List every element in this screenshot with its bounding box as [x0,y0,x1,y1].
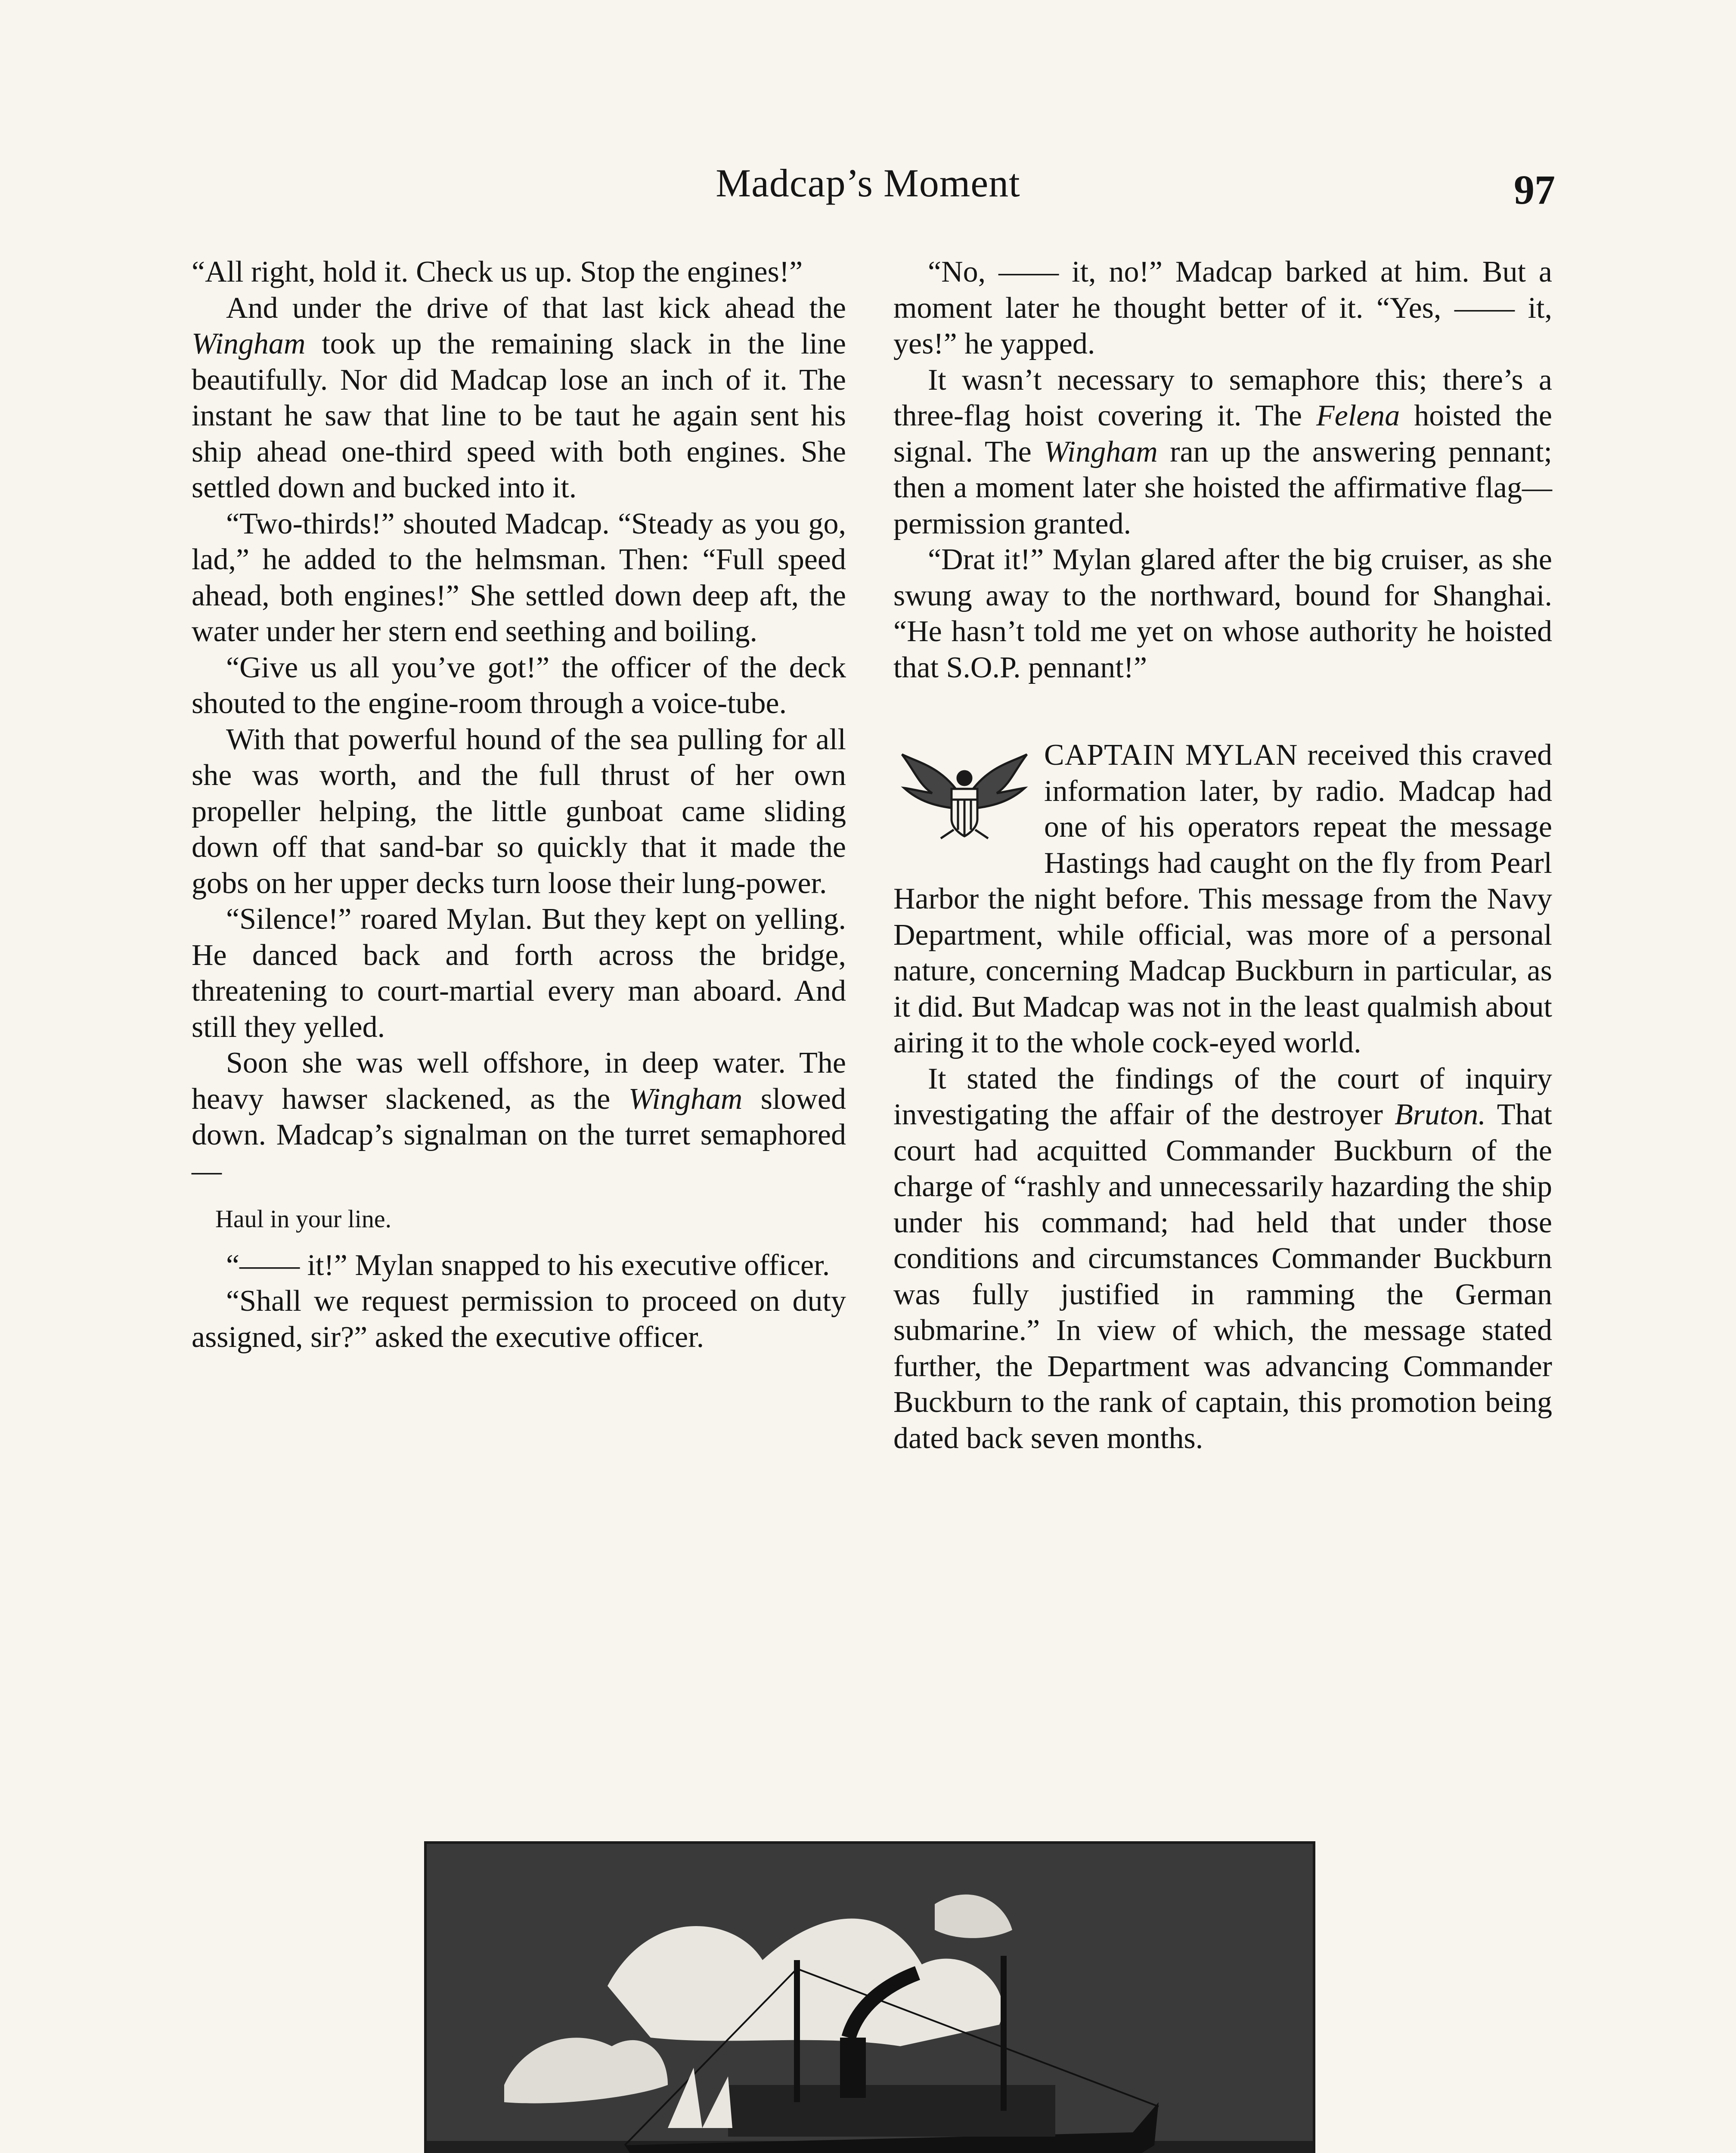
text: “No, —— it, no!” Madcap barked at him. But a moment later he thought better of it. “Yes, —— it, yes!” he yapped. [893,255,1552,360]
signal-message: Haul in your line. [215,1205,392,1233]
text: “Shall we request permission to proceed on duty assigned, sir?” asked the executive officer. [192,1284,846,1354]
ship-drawing [427,1844,1313,2153]
text: With that powerful hound of the sea pulling for all she was worth, and the full thrust of her own propeller helping, the little gunboat came sliding down off that sand-bar so quickly that it made the gobs on her upper decks turn loose their lung-power. [192,723,846,900]
text: ran up the answering pennant; then a moment later she hoisted the affirmative flag—permission granted. [893,435,1552,540]
left-column [192,254,846,1355]
text: Soon she was well offshore, in deep water. The heavy hawser slackened, as the [192,1046,846,1116]
ship-name: Wingham [628,1082,743,1116]
right-column [893,254,1552,1456]
text: received this craved information later, by radio. Madcap had one of his operators repeat the message Hastings had caught on the fly from Pearl Harbor the night before. This message from the Navy Department, while official, was more of a personal nature, concerning Madcap Buckburn in particular, as it did. But Madcap was not in the least qualmish about airing it to the whole cock-eyed world. [893,738,1552,1059]
paragraph [192,1045,846,1189]
text: “Silence!” roared Mylan. But they kept on yelling. He danced back and forth across the bridge, threatening to court-martial every man aboard. And still they yelled. [192,903,846,1044]
paragraph [893,362,1552,542]
text: “All right, hold it. Check us up. Stop the engines!” [192,255,803,289]
text: took up the remaining slack in the line beautifully. Nor did Madcap lose an inch of it. The instant he saw that line to be taut he again sent his ship ahead one-third speed with both engines. She settled down and bucked into it. [192,327,846,504]
paragraph [192,506,846,650]
lead-caps: CAPTAIN MYLAN [1044,738,1298,772]
text: “—— it!” Mylan snapped to his executive officer. [226,1248,830,1282]
running-title: Madcap’s Moment [716,161,1020,205]
text: And under the drive of that last kick ahead the [226,291,846,325]
ship-name: Wingham [192,327,306,360]
paragraph [192,1283,846,1355]
paragraph [893,1061,1552,1457]
text: hoisted the signal. The [893,399,1553,468]
paragraph [893,542,1552,686]
text: That court had acquitted Commander Buckburn of the charge of “rashly and unnecessarily hazarding the ship under his command; had held that under those conditions and circumstances Commander Buckburn was fully justified in ramming the German submarine.” In view of which, the message stated further, the Department was advancing Commander Buckburn to the rank of captain, this promotion being dated back seven months. [893,1098,1553,1455]
text: slowed down. Madcap’s signalman on the turret semaphored— [192,1082,846,1188]
ship-name: Bruton. [1394,1098,1486,1131]
paragraph [192,1247,846,1284]
text: “Give us all you’ve got!” the officer of the deck shouted to the engine-room through a voice-tube. [192,651,846,720]
section-lead [893,737,1552,1061]
ship-name: Wingham [1044,435,1158,468]
text: It stated the findings of the court of inquiry investigating the affair of the destroyer [893,1062,1552,1131]
paragraph [192,901,846,1045]
text: “Drat it!” Mylan glared after the big cruiser, as she swung away to the northward, bound for Shanghai. “He hasn’t told me yet on whose authority he hoisted that S.O.P. pennant!” [893,543,1552,684]
text: It wasn’t necessary to semaphore this; there’s a three-flag hoist covering it. The [893,363,1552,432]
ship-name: Felena [1316,399,1400,432]
paragraph [192,650,846,722]
paragraph [192,722,846,902]
steamship-illustration [424,1841,1315,2153]
page-number: 97 [1514,167,1555,213]
paragraph [192,290,846,506]
paragraph [893,254,1552,362]
paragraph [192,254,846,290]
eagle-emblem-icon [893,737,1035,853]
text: “Two-thirds!” shouted Madcap. “Steady as you go, lad,” he added to the helmsman. Then: “Full speed ahead, both engines!” She settled down deep aft, the water under her stern end seething and boiling. [192,507,846,648]
